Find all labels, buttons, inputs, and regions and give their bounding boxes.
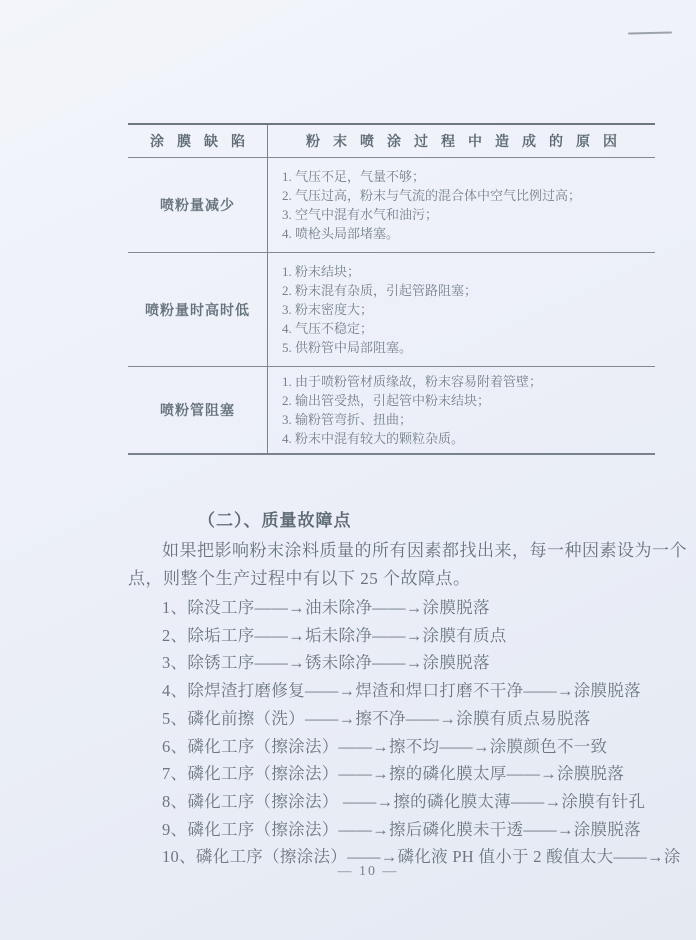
cause-line: 1. 气压不足，气量不够； bbox=[282, 169, 426, 184]
paragraph-line-2: 点，则整个生产过程中有以下 25 个故障点。 bbox=[128, 569, 471, 588]
cause-list bbox=[268, 253, 655, 366]
defect-label: 喷粉量时高时低 bbox=[128, 253, 268, 366]
defects-table bbox=[128, 123, 655, 455]
fault-list-item: 3、除锈工序——→锈未除净——→涂膜脱落 bbox=[162, 653, 490, 673]
fault-list-item: 4、除焊渣打磨修复——→焊渣和焊口打磨不干净——→涂膜脱落 bbox=[162, 681, 641, 701]
cause-line: 1. 粉末结块； bbox=[282, 264, 361, 279]
fault-list-item: 10、磷化工序（擦涂法）——→磷化液 PH 值小于 2 酸值太大——→涂 bbox=[162, 847, 681, 867]
scan-artifact-mark bbox=[628, 31, 672, 34]
defect-label: 喷粉管阻塞 bbox=[128, 367, 268, 453]
cause-list bbox=[268, 158, 655, 252]
cause-line: 3. 粉末密度大； bbox=[282, 302, 374, 317]
cause-line: 5. 供粉管中局部阻塞。 bbox=[282, 340, 413, 355]
table-header-row bbox=[128, 125, 655, 158]
table-body bbox=[128, 158, 655, 453]
section-heading: （二）、质量故障点 bbox=[198, 511, 352, 530]
cause-line: 3. 空气中混有水气和油污； bbox=[282, 207, 439, 222]
fault-list-item: 6、磷化工序（擦涂法）——→擦不均——→涂膜颜色不一致 bbox=[162, 736, 608, 756]
cause-line: 1. 由于喷粉管材质缘故，粉末容易附着管壁； bbox=[282, 374, 543, 389]
cause-line: 3. 输粉管弯折、扭曲； bbox=[282, 412, 413, 427]
table-header-defect: 涂膜缺陷 bbox=[128, 125, 268, 157]
table-row bbox=[128, 253, 655, 367]
table-row bbox=[128, 158, 655, 253]
defect-label: 喷粉量减少 bbox=[128, 158, 268, 252]
fault-list-item: 9、磷化工序（擦涂法）——→擦后磷化膜未干透——→涂膜脱落 bbox=[162, 819, 641, 839]
page-number: — 10 — bbox=[337, 864, 399, 879]
cause-line: 4. 喷枪头局部堵塞。 bbox=[282, 226, 400, 241]
fault-list-item: 5、磷化前擦（洗）——→擦不净——→涂膜有质点易脱落 bbox=[162, 708, 591, 728]
cause-line: 4. 粉末中混有较大的颗粒杂质。 bbox=[282, 431, 465, 446]
fault-list-item: 1、除没工序——→油未除净——→涂膜脱落 bbox=[162, 598, 490, 617]
table-header-cause: 粉末喷涂过程中造成的原因 bbox=[306, 135, 630, 150]
cause-list bbox=[268, 367, 655, 453]
table-row bbox=[128, 367, 655, 453]
cause-line: 4. 气压不稳定； bbox=[282, 321, 374, 336]
fault-list-item: 8、磷化工序（擦涂法） ——→擦的磷化膜太薄——→涂膜有针孔 bbox=[162, 791, 646, 811]
cause-line: 2. 气压过高，粉末与气流的混合体中空气比例过高； bbox=[282, 188, 582, 203]
fault-list bbox=[162, 594, 696, 871]
fault-list-item: 2、除垢工序——→垢未除净——→涂膜有质点 bbox=[162, 625, 507, 645]
cause-line: 2. 输出管受热，引起管中粉末结块； bbox=[282, 393, 491, 408]
paragraph-line-1: 如果把影响粉末涂料质量的所有因素都找出来，每一种因素设为一个 bbox=[162, 541, 687, 560]
cause-line: 2. 粉末混有杂质，引起管路阻塞； bbox=[282, 283, 478, 298]
fault-list-item: 7、磷化工序（擦涂法）——→擦的磷化膜太厚——→涂膜脱落 bbox=[162, 764, 625, 784]
